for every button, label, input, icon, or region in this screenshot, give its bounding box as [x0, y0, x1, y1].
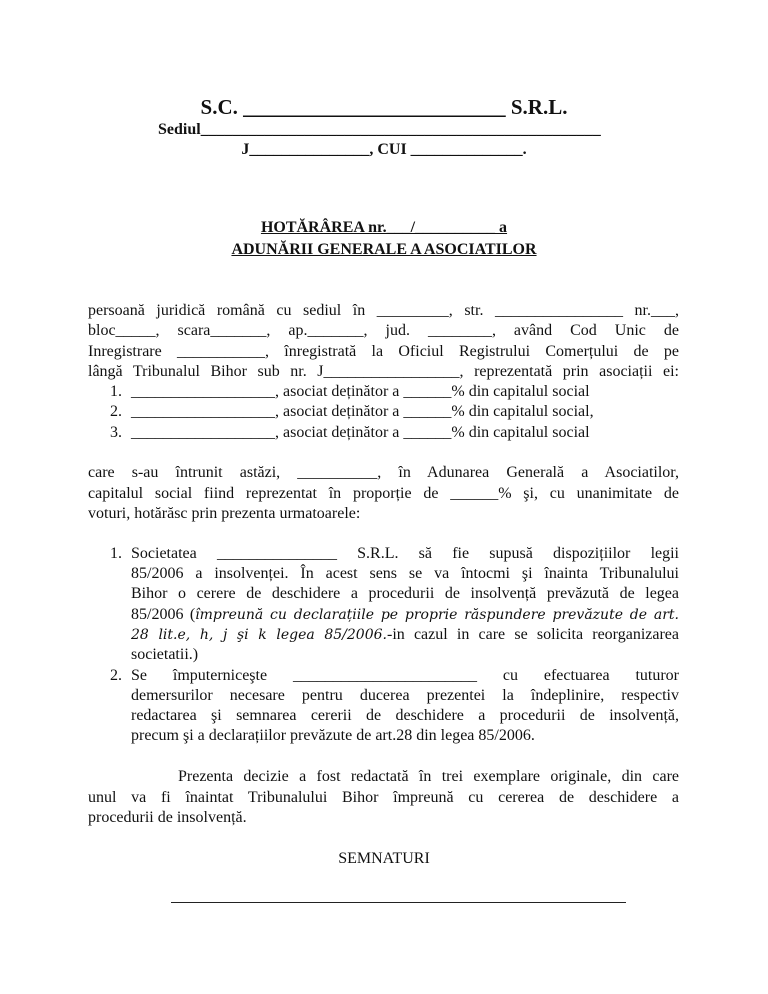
decision-italic-text: 28 lit.e, h, j şi k legea 85/2006.: [131, 627, 387, 643]
signatures-label: SEMNATURI: [338, 850, 430, 867]
decision-line: Se împuterniceşte _______________________ cu efectuarea tuturor: [131, 667, 679, 684]
intro-line: Inregistrare ___________, înregistrată la Oficiul Registrului Comerțului de pe: [88, 343, 679, 360]
registry-line: J_______________, CUI ______________.: [241, 141, 527, 158]
intro-line: bloc_____, scara_______, ap._______, jud. ________, având Cod Unic de: [88, 322, 679, 339]
company-name: S.C. _________________________ S.R.L.: [200, 95, 568, 119]
decision-text: 85/2006 (: [131, 606, 196, 623]
intro-line: persoană juridică română cu sediul în _________, str. ________________ nr.___,: [88, 302, 679, 319]
sediul-blank: __________________________________________________: [200, 121, 601, 138]
decision-line: redactarea şi semnarea cererii de deschidere a procedurii de insolvență,: [131, 707, 679, 724]
meeting-line: capitalul social fiind reprezentat în proporție de ______% şi, cu unanimitate de: [88, 485, 679, 502]
associate-line: __________________, asociat deținător a ______% din capitalul social: [131, 424, 590, 441]
intro-line: lângă Tribunalul Bihor sub nr. J_________________, reprezentată prin asociații ei:: [88, 363, 679, 380]
decision-number: 1.: [110, 545, 122, 562]
signature-line: [171, 902, 626, 903]
associate-number: 2.: [110, 403, 122, 420]
meeting-line: care s-au întrunit astăzi, __________, în Adunarea Generală a Asociatilor,: [88, 464, 679, 481]
decision-line: Societatea _______________ S.R.L. să fie supusă dispozițiilor legii: [131, 545, 679, 562]
decision-subtitle: ADUNĂRII GENERALE A ASOCIATILOR: [231, 241, 537, 258]
decision-number: 2.: [110, 667, 122, 684]
meeting-line: voturi, hotărăsc prin prezenta urmatoarele:: [88, 505, 361, 522]
closing-line: unul va fi înaintat Tribunalului Bihor împreună cu cererea de deschidere a: [88, 789, 679, 806]
decision-line: Bihor o cerere de deschidere a procedurii de insolvență prevăzută de legea: [131, 585, 679, 602]
closing-line: Prezenta decizie a fost redactată în trei exemplare originale, din care: [178, 768, 679, 785]
decision-line: [131, 625, 679, 645]
closing-line: procedurii de insolvență.: [88, 809, 247, 826]
associate-line: __________________, asociat deținător a ______% din capitalul social: [131, 383, 590, 400]
decision-line: [131, 605, 679, 625]
sediul-line: [158, 120, 601, 140]
sediul-label: Sediul: [158, 121, 201, 138]
decision-text: -in cazul in care se solicita reorganizarea: [386, 626, 680, 643]
decision-line: 85/2006 a insolvenței. În acest sens se va întocmi şi înainta Tribunalului: [131, 565, 679, 582]
decision-line: demersurilor necesare pentru ducerea prezentei la îndeplinire, respectiv: [131, 687, 679, 704]
decision-title: HOTĂRÂREA nr.___/__________ a: [260, 219, 508, 236]
decision-italic-text: împreună cu declarațiile pe proprie răspundere prevăzute de art.: [195, 607, 679, 623]
associate-number: 1.: [110, 383, 122, 400]
associate-number: 3.: [110, 424, 122, 441]
decision-line: precum şi a declarațiilor prevăzute de art.28 din legea 85/2006.: [131, 727, 535, 744]
associate-line: __________________, asociat deținător a ______% din capitalul social,: [131, 403, 594, 420]
decision-line: societatii.): [131, 646, 199, 663]
